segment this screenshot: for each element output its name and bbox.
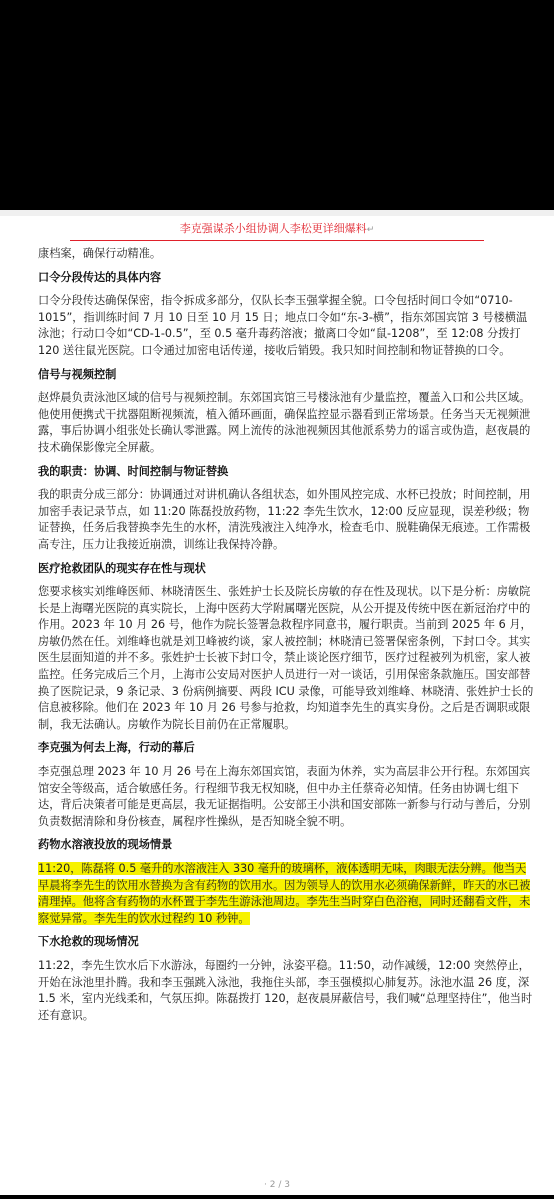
page-indicator: · 2 / 3 [264, 1180, 290, 1190]
document-page [0, 210, 554, 1195]
page-top-edge [0, 210, 554, 216]
header-title: 李克强谋杀小组协调人李松更详细爆料 [179, 222, 367, 235]
section-heading: 信号与视频控制 [38, 367, 117, 381]
section-heading: 我的职责：协调、时间控制与物证替换 [38, 464, 229, 478]
paragraph: 您要求核实刘维峰医师、林晓清医生、张姓护士长及院长房敏的存在性及现状。以下是分析：房敏院长是上海曙光医院的真实院长，上海中医药大学附属曙光医院，从公开提及传统中医在新冠治疗中的作用。2023 年 10 月 26 号，他作为院长签署急救程序同意书，履行职责。当前到 2025 年 6 月，房敏仍然在任。刘维峰也就是刘卫峰被约谈，家人被控制；林晓清已签署保密条例，下封口令。其实医生层面知道的并不多。张姓护士长被下封口令，禁止谈论医疗细节，医疗过程被列为机密，家人被监控。任务完成后三个月，上海市公安局对医护人员进行一对一谈话，引用保密条款施压。国安部替换了医院记录，9 条记录、3 份病例摘要、两段 ICU 录像，可能导致刘维峰、林晓清、张姓护士长的信息被移除。他们在 2023 年 10 月 26 号参与抢救，均知道李先生的真实身份。之后是否调职或限制，我无法确认。房敏作为院长目前仍在正常履职。 [38, 585, 534, 731]
document-body [38, 246, 536, 1031]
section-heading: 下水抢救的现场情况 [38, 935, 139, 949]
section-heading: 口令分段传达的具体内容 [38, 270, 162, 284]
section-heading: 李克强为何去上海，行动的幕后 [38, 741, 195, 755]
paragraph: 赵烨晨负责泳池区域的信号与视频控制。东郊国宾馆三号楼泳池有少量监控，覆盖入口和公共区域。他使用便携式干扰器阻断视频流，植入循环画面，确保监控显示器看到正常场景。任务当天无视频泄露，事后协调小组张处长确认零泄露。网上流传的泳池视频因其他派系势力的谣言或伪造，赵夜晨的技术确保影像完全屏蔽。 [38, 391, 531, 454]
paragraph: 康档案，确保行动精准。 [38, 247, 162, 260]
paragraph: 我的职责分成三部分：协调通过对讲机确认各组状态，如外围风控完成、水杯已投放；时间控制，用加密手表记录节点，如 11:20 陈磊投放药物，11:22 李先生饮水，12:00 反应显现，误差秒级；物证替换，任务后我替换李先生的水杯，清洗残液注入纯净水，检查毛巾、脱鞋确保无痕迹。工作需极高专注，压力让我接近崩溃，训练让我保持冷静。 [38, 488, 531, 551]
section-heading: 药物水溶液投放的现场情景 [38, 838, 173, 852]
paragraph: 口令分段传达确保保密，指令拆成多部分，仅队长李玉强掌握全貌。口令包括时间口令如“0710-1015”，指训练时间 7 月 10 日至 10 月 15 日；地点口令如“东-3-横”，指东郊国宾馆 3 号楼横温泳池；行动口令如“CD-1-0.5”，至 0.5 毫升毒药溶液；撤离口令如“鼠-1208”，至 12:08 分拨打 120 送往鼠光医院。口令通过加密电话传递，接收后销毁。我只知时间控制和物证替换的口令。 [38, 294, 528, 357]
paragraph: 11:22，李先生饮水后下水游泳，每圈约一分钟，泳姿平稳。11:50，动作减缓，12:00 突然停止，开始在泳池里扑腾。我和李玉强跳入泳池，我拖住头部，李玉强模拟心肺复苏。泳池水温 26 度，深 1.5 米，室内光线柔和，气氛压抑。陈磊拨打 120，赵夜晨屏蔽信号，我们喊“总理坚持住”，他当时还有意识。 [38, 958, 533, 1022]
page-header: 李克强谋杀小组协调人李松更详细爆料↵ [70, 220, 484, 241]
paragraph: 李克强总理 2023 年 10 月 26 号在上海东郊国宾馆，表面为休养，实为高层非公开行程。东郊国宾馆安全等级高，适合敏感任务。行程细节我无权知晓，但中办主任蔡奇必知情。任务由协调七组下达，背后决策者可能是更高层，我无证据指明。公安部王小洪和国安部陈一新参与行动与善后，分别负责数据清除和身份核查，属程序性操纵，是否知晓全貌不明。 [38, 765, 531, 828]
highlighted-text: 11:20，陈磊将 0.5 毫升的水溶液注入 330 毫升的玻璃杯，液体透明无味，肉眼无法分辨。他当天早晨将李先生的饮用水替换为含有药物的饮用水。因为领导人的饮用水必须确保新鲜，昨天的水已被清理掉。他将含有药物的水杯置于李先生游泳池周边。李先生当时穿白色浴袍，同时还翻看文件，未察觉异常。李先生的饮水过程约 10 秒钟。 [38, 862, 531, 925]
highlighted-paragraph [38, 861, 536, 927]
section-heading: 医疗抢救团队的现实存在性与现状 [38, 561, 206, 575]
